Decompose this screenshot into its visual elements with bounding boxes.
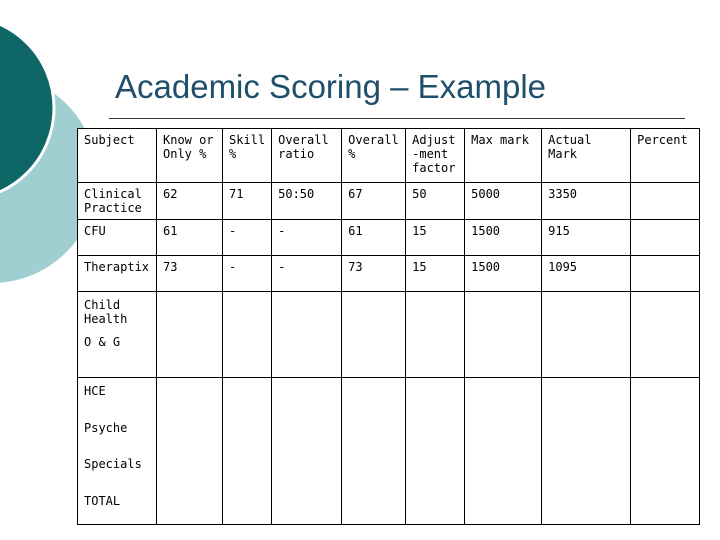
subject-cell: Clinical Practice [78,183,157,220]
know-cell: 73 [157,256,223,292]
percent-cell [631,256,700,292]
header-cell: Actual Mark [542,129,631,183]
empty-cell [157,378,223,525]
subject-block-cell [78,378,157,525]
header-cell: Max mark [465,129,542,183]
empty-cell [342,292,406,378]
adjust-cell: 15 [406,220,465,256]
empty-cell [465,292,542,378]
know-cell: 62 [157,183,223,220]
ratio-cell: - [272,256,342,292]
table-row [78,220,700,256]
ratio-cell: 50:50 [272,183,342,220]
table-row [78,378,700,525]
title-underline [109,118,685,119]
max-cell: 5000 [465,183,542,220]
empty-cell [542,292,631,378]
empty-cell [272,378,342,525]
ratio-cell: - [272,220,342,256]
empty-cell [631,378,700,525]
empty-cell [406,378,465,525]
empty-cell [631,292,700,378]
subject-label: TOTAL [84,494,121,508]
scoring-table [77,128,700,525]
empty-cell [342,378,406,525]
overall-cell: 67 [342,183,406,220]
table-row [78,292,700,378]
header-cell: Adjust -ment factor [406,129,465,183]
adjust-cell: 15 [406,256,465,292]
actual-cell: 1095 [542,256,631,292]
empty-cell [272,292,342,378]
header-cell: Overall ratio [272,129,342,183]
subject-cell: Theraptix [78,256,157,292]
subject-label: HCE [84,384,106,398]
subject-label: Psyche [84,421,128,435]
empty-cell [223,378,272,525]
skill-cell: 71 [223,183,272,220]
actual-cell: 915 [542,220,631,256]
empty-cell [406,292,465,378]
empty-cell [223,292,272,378]
subject-label: O & G [84,335,121,349]
percent-cell [631,183,700,220]
header-cell: Know or Only % [157,129,223,183]
header-cell: Subject [78,129,157,183]
skill-cell: - [223,220,272,256]
table-row [78,183,700,220]
subject-label: Specials [84,457,142,471]
max-cell: 1500 [465,256,542,292]
skill-cell: - [223,256,272,292]
header-row [78,129,700,183]
empty-cell [542,378,631,525]
header-cell: Percent [631,129,700,183]
overall-cell: 61 [342,220,406,256]
subject-block-cell [78,292,157,378]
header-cell: Overall % [342,129,406,183]
actual-cell: 3350 [542,183,631,220]
subject-cell: CFU [78,220,157,256]
table-row [78,256,700,292]
max-cell: 1500 [465,220,542,256]
header-cell: Skill % [223,129,272,183]
percent-cell [631,220,700,256]
slide-title: Academic Scoring – Example [115,68,547,105]
adjust-cell: 50 [406,183,465,220]
know-cell: 61 [157,220,223,256]
empty-cell [157,292,223,378]
subject-label: Child Health [84,298,128,326]
empty-cell [465,378,542,525]
overall-cell: 73 [342,256,406,292]
